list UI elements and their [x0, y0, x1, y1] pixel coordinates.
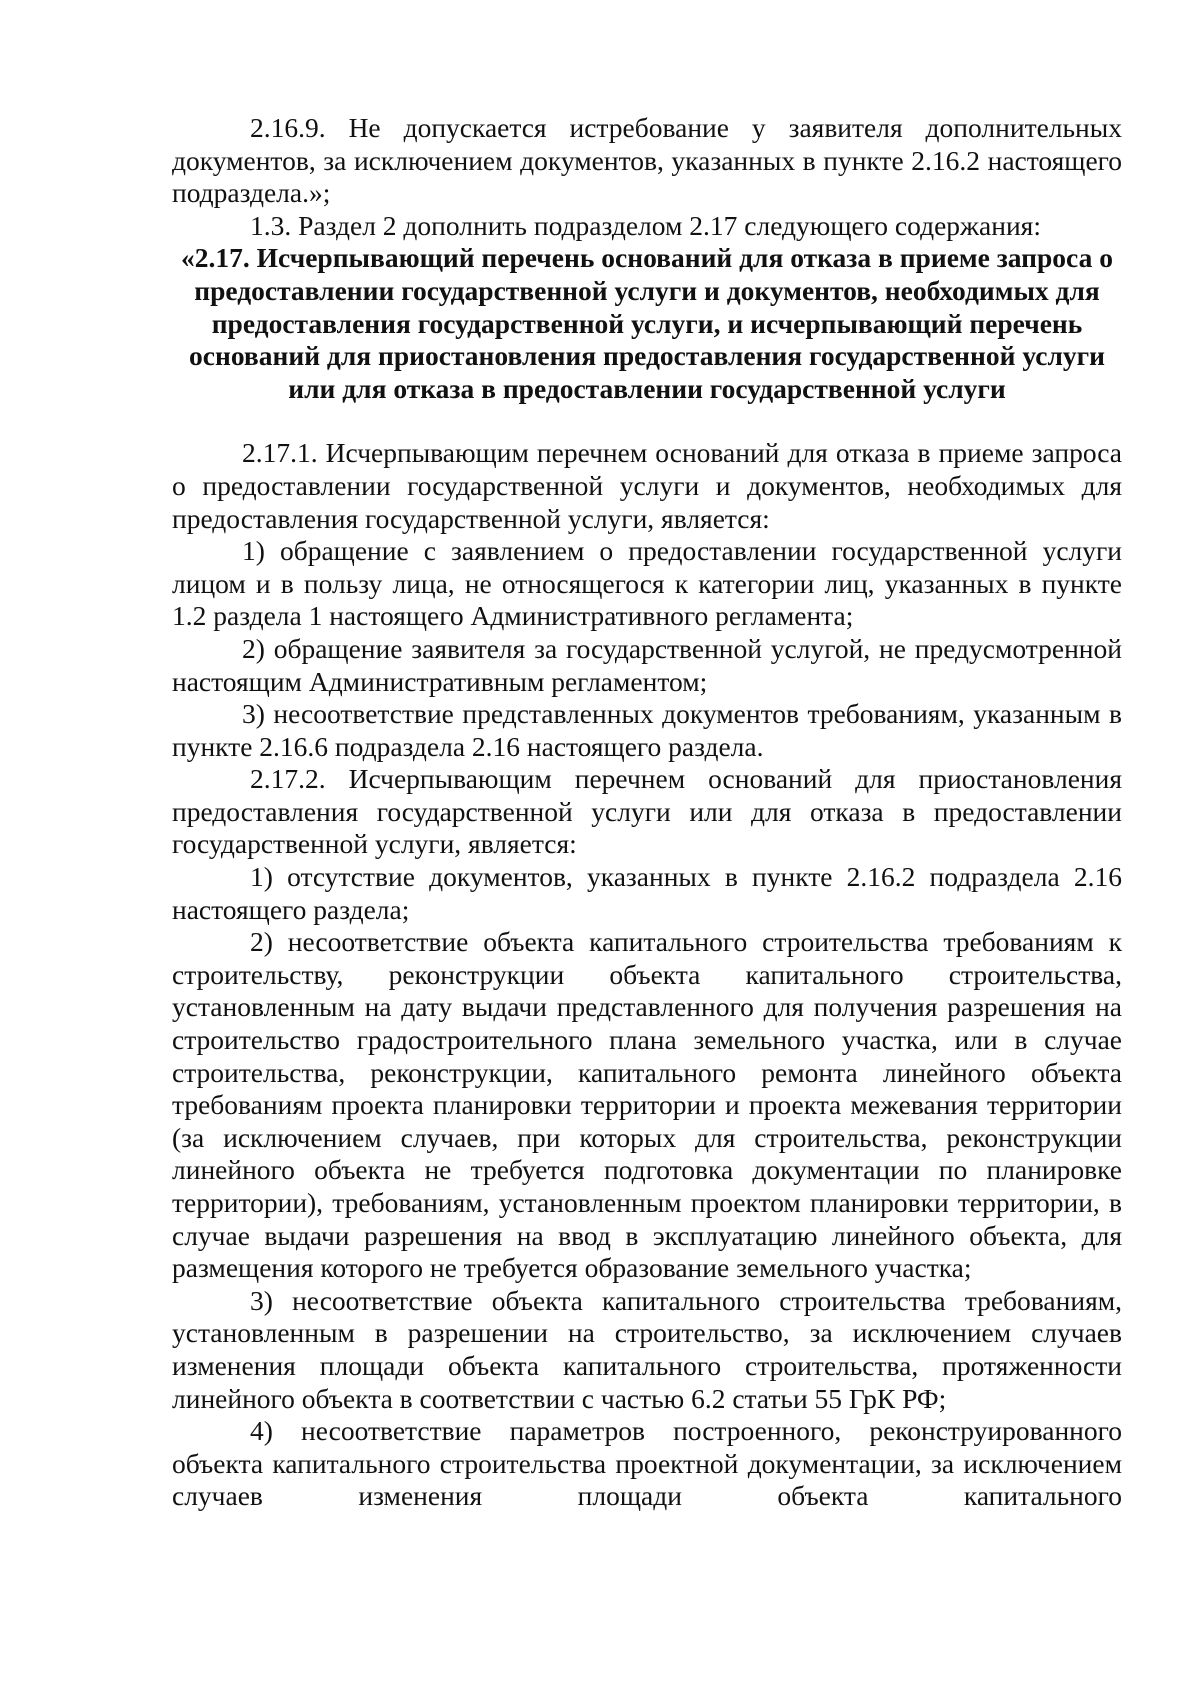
list-item-2-17-1-3: 3) несоответствие представленных документов требованиям, указанным в пункте 2.16.6 подраздела 2.16 настоящего раздела. — [172, 698, 1122, 762]
list-item-2-17-2-2: 2) несоответствие объекта капитального строительства требованиям к строительству, реконструкции объекта капитального строительства, установленным на дату выдачи представленного для получения разрешения на строительство градостроительного плана земельного участка, или в случае строительства, реконструкции, капитального ремонта линейного объекта требованиям проекта планировки территории и проекта межевания территории (за исключением случаев, при которых для строительства, реконструкции линейного объекта не требуется подготовка документации по планировке территории), требованиям, установленным проектом планировки территории, в случае выдачи разрешения на ввод в эксплуатацию линейного объекта, для размещения которого не требуется образование земельного участка; — [172, 926, 1122, 1284]
paragraph-2-16-9: 2.16.9. Не допускается истребование у заявителя дополнительных документов, за исключением документов, указанных в пункте 2.16.2 настоящего подраздела.»; — [172, 112, 1122, 209]
section-heading-2-17: «2.17. Исчерпывающий перечень оснований для отказа в приеме запроса о предоставлении государственной услуги и документов, необходимых для предоставления государственной услуги, и исчерпывающий перечень оснований для приостановления предоставления государственной услуги или для отказа в предоставлении государственной услуги — [181, 242, 1113, 404]
list-item-2-17-2-3: 3) несоответствие объекта капитального строительства требованиям, установленным в разрешении на строительство, за исключением случаев изменения площади объекта капитального строительства, протяженности линейного объекта в соответствии с частью 6.2 статьи 55 ГрК РФ; — [172, 1284, 1122, 1414]
document-page — [172, 112, 1122, 1513]
list-item-2-17-1-2: 2) обращение заявителя за государственной услугой, не предусмотренной настоящим Административным регламентом; — [172, 632, 1122, 697]
list-item-2-17-1-1: 1) обращение с заявлением о предоставлении государственной услуги лицом и в пользу лица, не относящегося к категории лиц, указанных в пункте 1.2 раздела 1 настоящего Административного регламента; — [172, 535, 1122, 632]
paragraph-1-3: 1.3. Раздел 2 дополнить подразделом 2.17 следующего содержания: — [250, 209, 1041, 241]
paragraph-2-17-1: 2.17.1. Исчерпывающим перечнем оснований для отказа в приеме запроса о предоставлении государственной услуги и документов, необходимых для предоставления государственной услуги, является: — [172, 437, 1122, 534]
paragraph-2-17-2: 2.17.2. Исчерпывающим перечнем оснований для приостановления предоставления государственной услуги или для отказа в предоставлении государственной услуги, является: — [172, 763, 1122, 860]
heading-spacer — [172, 405, 1122, 437]
list-item-2-17-2-1: 1) отсутствие документов, указанных в пункте 2.16.2 подраздела 2.16 настоящего раздела; — [172, 861, 1122, 925]
list-item-2-17-2-4: 4) несоответствие параметров построенного, реконструированного объекта капитального строительства проектной документации, за исключением случаев изменения площади объекта капитального — [172, 1415, 1122, 1512]
